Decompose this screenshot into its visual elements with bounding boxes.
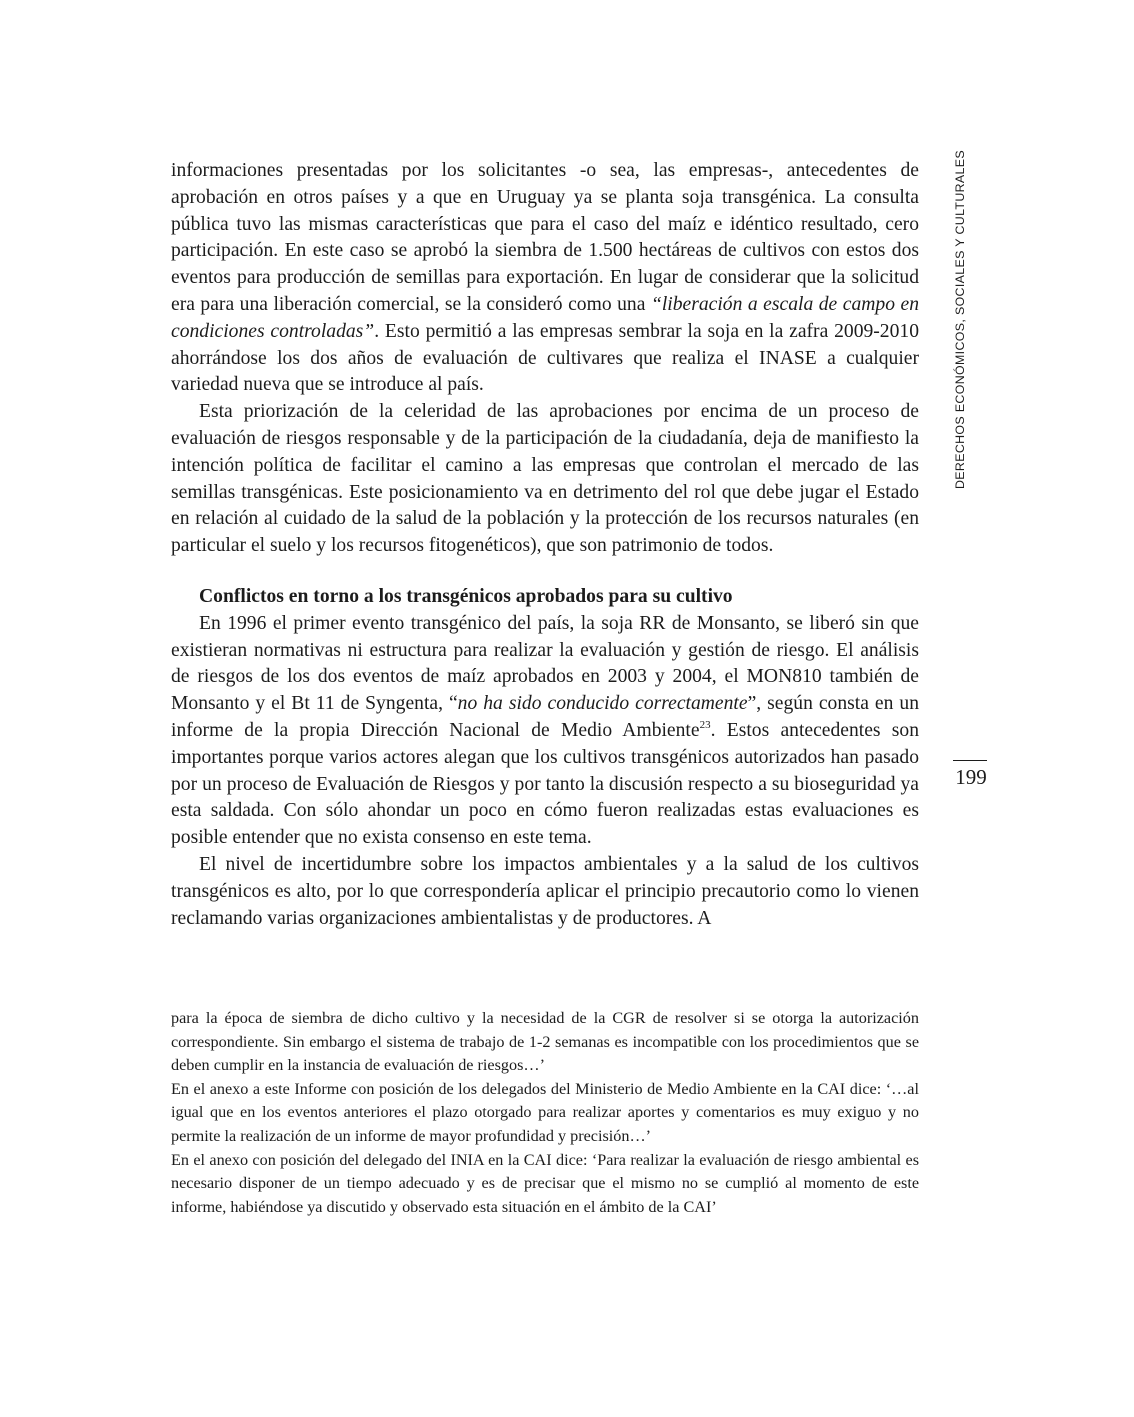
italic-quote: “liberación a escala de campo en condiciones controladas” xyxy=(171,293,919,342)
page-number-rule xyxy=(953,760,987,761)
section-spacer xyxy=(171,560,919,584)
main-text xyxy=(171,158,919,932)
paragraph-text: . Estos antecedentes son importantes porque varios actores alegan que los cultivos transgénicos autorizados han pasado por un proceso de Evaluación de Riesgos y por tanto la discusión respecto a su bioseguridad ya esta saldada. Con sólo ahondar un poco en cómo fueron realizadas estas evaluaciones es posible entender que no exista consenso en este tema. xyxy=(171,719,920,849)
paragraph-continued xyxy=(171,158,919,399)
running-head: DERECHOS ECONÓMICOS, SOCIALES Y CULTURALES xyxy=(953,150,967,489)
footnote-paragraph: para la época de siembra de dicho cultivo y la necesidad de la CGR de resolver si se otorga la autorización correspondiente. Sin embargo el sistema de trabajo de 1-2 semanas es incompatible con los procedimientos que se deben cumplir en la instancia de evaluación de riesgos…’ xyxy=(171,1009,919,1075)
paragraph: Esta priorización de la celeridad de las aprobaciones por encima de un proceso de evaluación de riesgos responsable y de la participación de la ciudadanía, deja de manifiesto la intención política de facilitar el camino a las empresas que controlan el mercado de las semillas transgénicas. Este posicionamiento va en detrimento del rol que debe jugar el Estado en relación al cuidado de la salud de la población y la protección de los recursos naturales (en particular el suelo y los recursos fitogenéticos), que son patrimonio de todos. xyxy=(171,401,919,557)
paragraph-text: En 1996 el primer evento transgénico del país, la soja RR de Monsanto, se liberó sin que existieran normativas ni estructura para realizar la evaluación y gestión de riesgo. El análisis de riesgos de los dos eventos de maíz aprobados en 2003 y 2004, el MON810 también de Monsanto y el Bt 11 de Syngenta, “ xyxy=(171,612,919,715)
section-heading: Conflictos en torno a los transgénicos aprobados para su cultivo xyxy=(199,585,733,607)
paragraph: El nivel de incertidumbre sobre los impactos ambientales y a la salud de los cultivos transgénicos es alto, por lo que correspondería aplicar el principio precautorio como lo vienen reclamando varias organizaciones ambientalistas y de productores. A xyxy=(171,853,919,929)
page-number: 199 xyxy=(955,765,987,789)
footnote-reference[interactable]: 23 xyxy=(699,718,711,731)
footnote-paragraph: En el anexo a este Informe con posición de los delegados del Ministerio de Medio Ambiente en la CAI dice: ‘…al igual que en los eventos anteriores el plazo otorgado para realizar aportes y comentarios es muy exiguo y no permite la realización de un informe de mayor profundidad y precisión…’ xyxy=(171,1079,919,1145)
footnote-paragraph: En el anexo con posición del delegado del INIA en la CAI dice: ‘Para realizar la evaluación de riesgo ambiental es necesario disponer de un tiempo adecuado y es de precisar que el mismo no se cumplió al momento de este informe, habiéndose ya discutido y observado esta situación en el ámbito de la CAI’ xyxy=(171,1150,919,1216)
paragraph-text: informaciones presentadas por los solicitantes -o sea, las empresas-, antecedentes de aprobación en otros países y a que en Uruguay ya se planta soja transgénica. La consulta pública tuvo las mismas características que para el caso del maíz e idéntico resultado, cero participación. En este caso se aprobó la siembra de 1.500 hectáreas de cultivos con estos dos eventos para producción de semillas para exportación. En lugar de considerar que la solicitud era para una liberación comercial, se la consideró como una xyxy=(171,160,919,315)
footnotes xyxy=(171,1007,919,1219)
paragraph-text: . Esto permitió a las empresas sembrar la soja en la zafra 2009-2010 ahorrándose los dos años de evaluación de cultivares que realiza el INASE a cualquier variedad nueva que se introduce al país. xyxy=(171,320,919,396)
italic-quote: no ha sido conducido correctamente xyxy=(457,693,748,715)
paragraph-text: ”, según consta en un informe de la propia Dirección Nacional de Medio Ambiente xyxy=(171,693,919,741)
paragraph xyxy=(171,611,919,852)
